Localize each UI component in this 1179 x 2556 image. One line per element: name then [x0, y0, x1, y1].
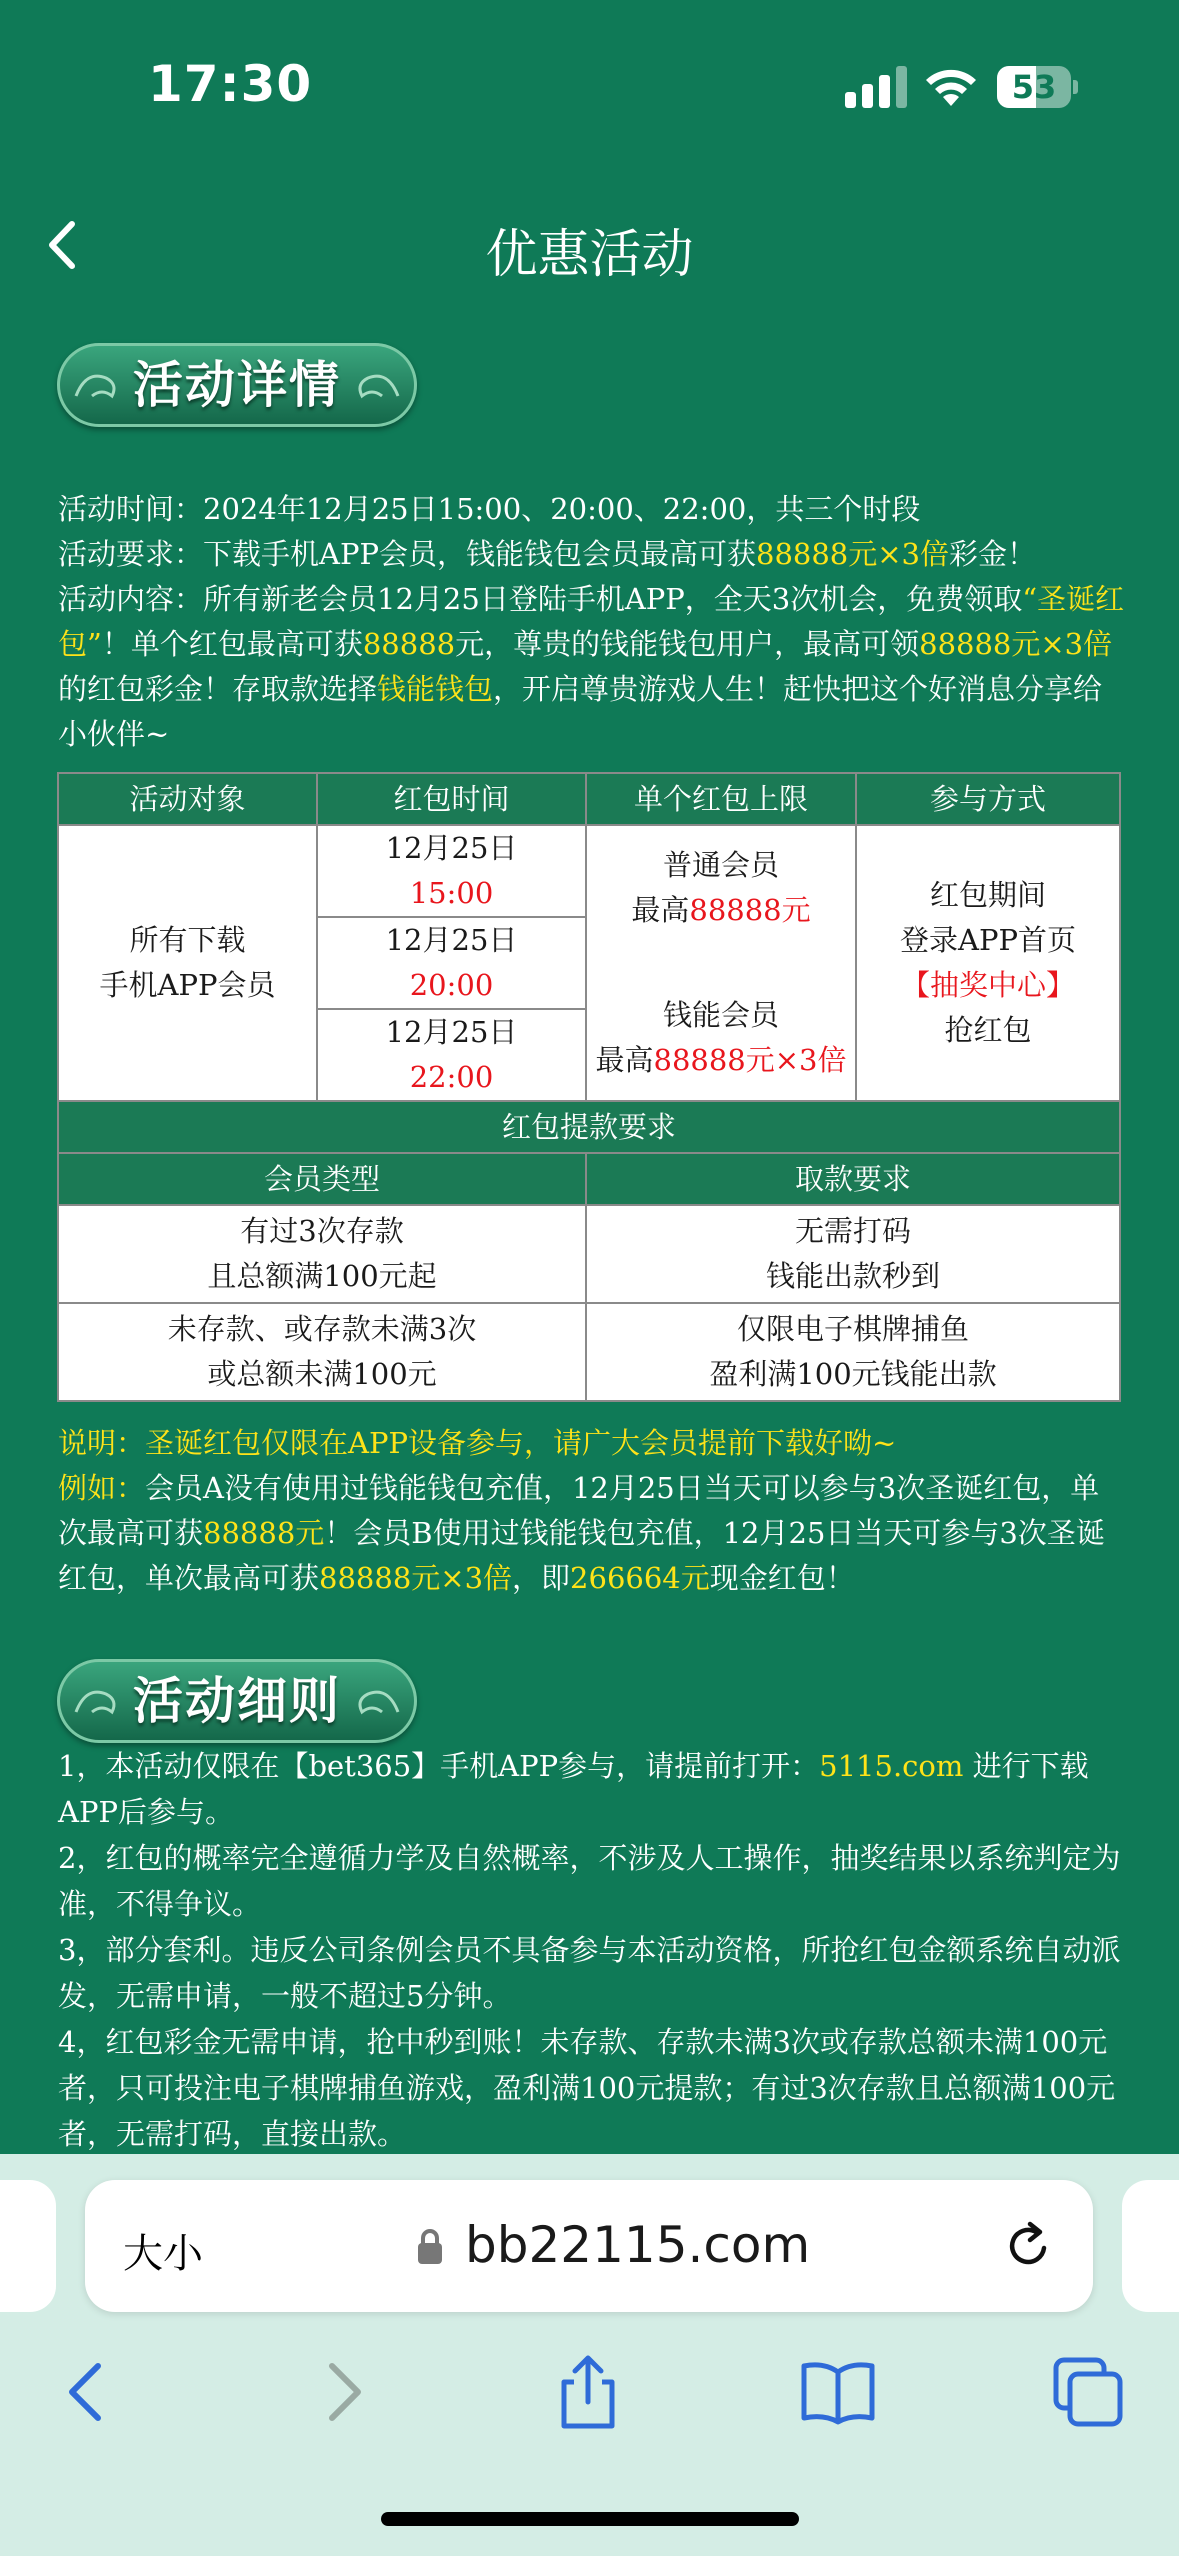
section-banner-rules	[57, 1659, 417, 1743]
section-banner-details	[57, 343, 417, 427]
table-header: 单个红包上限	[586, 773, 856, 825]
table-header: 活动对象	[58, 773, 317, 825]
time-cell: 12月25日 22:00	[317, 1009, 586, 1101]
note-line: 说明：圣诞红包仅限在APP设备参与，请广大会员提前下载好呦~	[58, 1426, 897, 1460]
previous-tab-preview[interactable]	[0, 2180, 56, 2312]
download-link[interactable]: 5115.com	[819, 1749, 964, 1783]
url-text[interactable]: bb22115.com	[465, 2216, 811, 2274]
lock-icon	[415, 2226, 445, 2266]
table-header: 红包时间	[317, 773, 586, 825]
nav-forward-icon[interactable]	[302, 2352, 382, 2432]
withdraw-title: 红包提款要求	[58, 1101, 1120, 1153]
text-size-button[interactable]: 大小	[123, 2231, 203, 2277]
home-indicator	[381, 2512, 799, 2526]
browser-toolbar	[0, 2154, 1179, 2556]
target-cell: 所有下载 手机APP会员	[58, 825, 317, 1101]
limit-cell: 普通会员 最高88888元 钱能会员 最高88888元×3倍	[586, 825, 856, 1101]
nav-back-icon[interactable]	[48, 2352, 128, 2432]
page-title: 优惠活动	[485, 225, 694, 285]
signal-icon	[845, 66, 907, 108]
rule-item: 4，红包彩金无需申请，抢中秒到账！未存款、存款未满3次或存款总额未满100元者，只可投注电子棋牌捕鱼游戏，盈利满100元提款；有过3次存款且总额满100元者，无需打码，直接出款。	[58, 2025, 1116, 2151]
battery-level: 53	[1011, 68, 1057, 106]
activity-table	[57, 772, 1121, 1402]
withdraw-req-cell: 无需打码 钱能出款秒到	[586, 1205, 1120, 1303]
wifi-icon	[922, 62, 980, 108]
time-cell: 12月25日 15:00	[317, 825, 586, 917]
next-tab-preview[interactable]	[1122, 2180, 1179, 2312]
bookmarks-icon[interactable]	[798, 2352, 878, 2432]
rule-item: 1，本活动仅限在【bet365】手机APP参与，请提前打开：5115.com 进行下载APP后参与。	[58, 1749, 1089, 1829]
withdraw-req-cell: 仅限电子棋牌捕鱼 盈利满100元钱能出款	[586, 1303, 1120, 1401]
rules-list	[58, 1743, 1128, 2157]
status-time: 17:30	[148, 55, 313, 113]
banner-title: 活动细则	[133, 1672, 341, 1730]
activity-requirement: 活动要求：下载手机APP会员，钱能钱包会员最高可获88888元×3倍彩金！	[58, 537, 1037, 571]
table-header: 参与方式	[856, 773, 1120, 825]
table-header: 会员类型	[58, 1153, 586, 1205]
time-cell: 12月25日 20:00	[317, 917, 586, 1009]
reload-icon[interactable]	[1000, 2218, 1056, 2274]
share-icon[interactable]	[548, 2352, 628, 2432]
member-type-cell: 有过3次存款 且总额满100元起	[58, 1205, 586, 1303]
banner-title: 活动详情	[133, 356, 341, 414]
status-bar	[0, 0, 1179, 170]
member-type-cell: 未存款、或存款未满3次 或总额未满100元	[58, 1303, 586, 1401]
rule-item: 2，红包的概率完全遵循力学及自然概率，不涉及人工操作，抽奖结果以系统判定为准，不得争议。	[58, 1841, 1121, 1921]
battery-icon	[997, 66, 1077, 108]
address-bar[interactable]	[85, 2180, 1093, 2312]
table-header: 取款要求	[586, 1153, 1120, 1205]
example-paragraph: 例如：会员A没有使用过钱能钱包充值，12月25日当天可以参与3次圣诞红包，单次最高可获88888元！会员B使用过钱能钱包充值，12月25日当天可参与3次圣诞红包，单次最高可获88888元×3倍，即266664元现金红包！	[58, 1471, 1105, 1595]
activity-time: 活动时间：2024年12月25日15:00、20:00、22:00，共三个时段	[58, 492, 921, 526]
tabs-icon[interactable]	[1048, 2352, 1128, 2432]
method-cell: 红包期间 登录APP首页 【抽奖中心】 抢红包	[856, 825, 1120, 1101]
activity-content: 活动内容：所有新老会员12月25日登陆手机APP，全天3次机会，免费领取“圣诞红包”！单个红包最高可获88888元，尊贵的钱能钱包用户，最高可领88888元×3倍的红包彩金！存取款选择钱能钱包，开启尊贵游戏人生！赶快把这个好消息分享给小伙伴~	[58, 582, 1125, 751]
rule-item: 3，部分套利。违反公司条例会员不具备参与本活动资格，所抢红包金额系统自动派发，无需申请，一般不超过5分钟。	[58, 1933, 1121, 2013]
